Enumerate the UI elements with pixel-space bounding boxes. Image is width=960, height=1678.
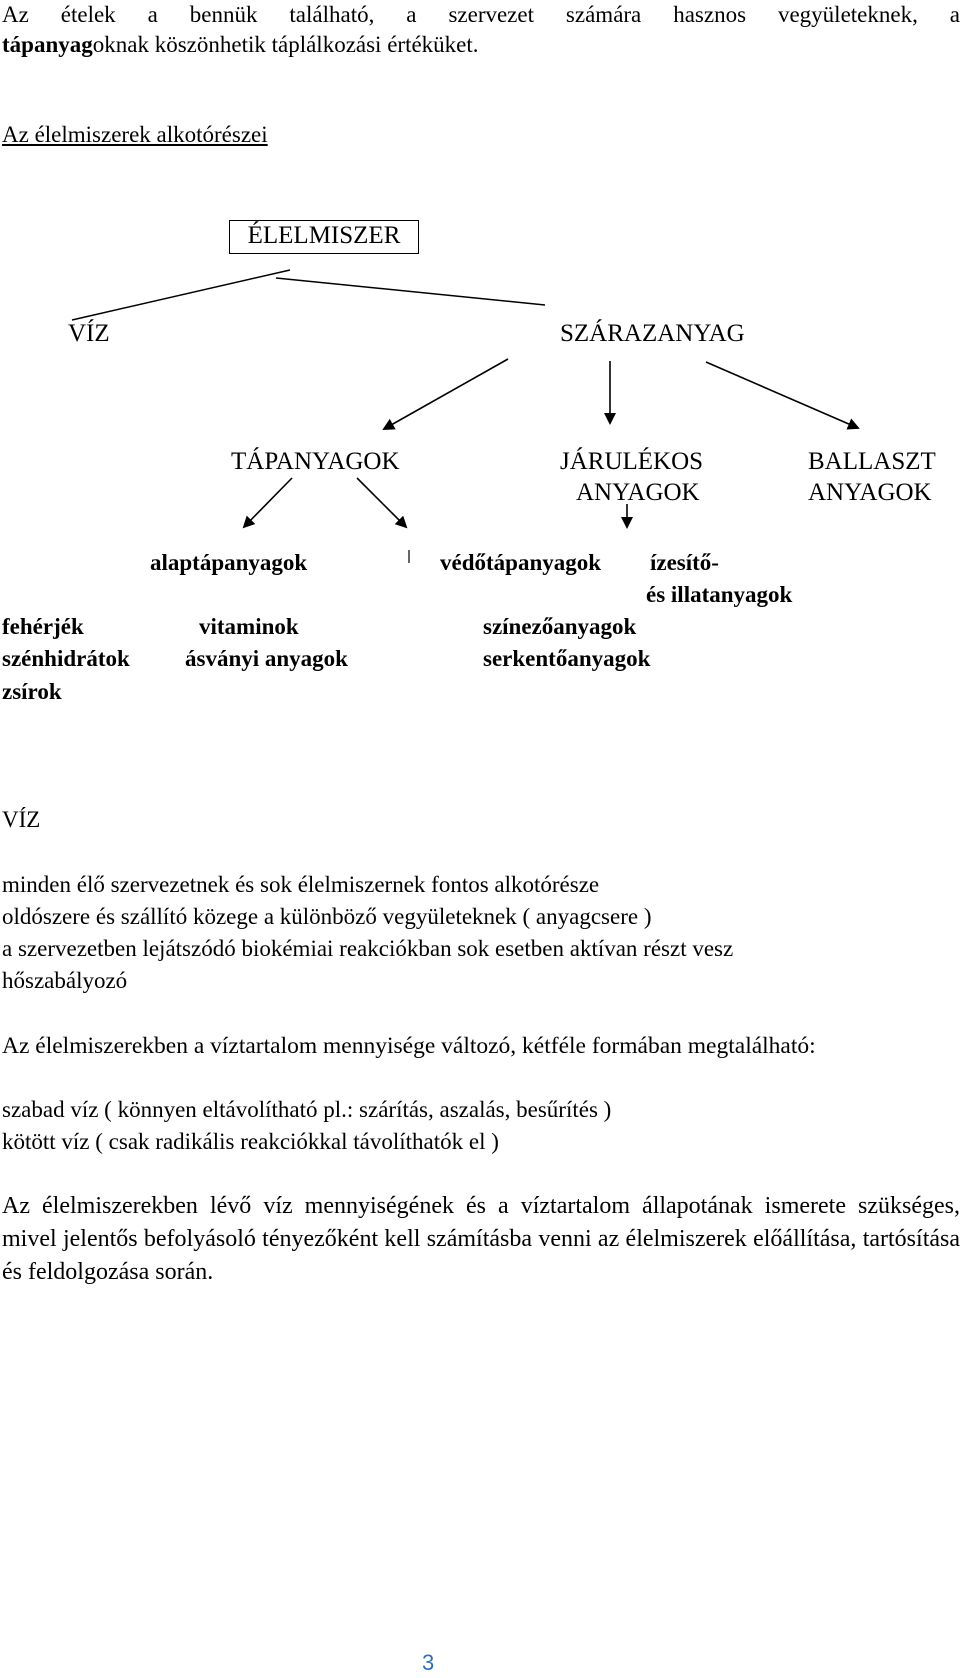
line-root-to-dry [276, 278, 545, 305]
arrow-to-protective [357, 478, 406, 527]
diagram-nutrients: TÁPANYAGOK [231, 448, 400, 475]
water-bullet: a szervezetben lejátszódó biokémiai reakciókban sok esetben aktívan részt vesz [2, 936, 734, 961]
arrow-to-nutrients [384, 359, 508, 429]
diagram-protective-nutrients: védőtápanyagok [440, 550, 602, 575]
water-bullet: hőszabályozó [2, 968, 128, 993]
diagram-fats: zsírok [2, 679, 62, 704]
water-closing-paragraph: Az élelmiszerekben lévő víz mennyiségének és a víztartalom állapotának ismerete szükséges, mivel jelentős befolyásoló tényezőként kell számításba venni az élelmiszerek előállítása, tartósítása és feldolgozása során. [2, 1193, 960, 1285]
intro-rest: oknak köszönhetik táplálkozási értéküket. [92, 32, 479, 57]
diagram-carbohydrates: szénhidrátok [2, 646, 130, 671]
arrow-to-ballast [706, 362, 858, 428]
diagram-dry-matter: SZÁRAZANYAG [560, 320, 745, 347]
diagram-connectors [0, 0, 960, 720]
diagram-proteins: fehérjék [2, 614, 84, 639]
diagram-flavor-2: és illatanyagok [646, 582, 793, 607]
diagram-colorants: színezőanyagok [483, 614, 637, 639]
line-root-to-water [72, 270, 290, 320]
page-number: 3 [422, 1650, 435, 1675]
diagram-root: ÉLELMISZER [247, 222, 401, 249]
section-title: Az élelmiszerek alkotórészei [2, 122, 268, 147]
diagram-ballast-1: BALLASZT [808, 448, 936, 475]
water-forms-intro: Az élelmiszerekben a víztartalom mennyisége változó, kétféle formában megtalálható: [2, 1033, 816, 1059]
diagram-ballast-2: ANYAGOK [808, 479, 932, 506]
arrow-to-basic [244, 478, 292, 527]
water-bullet: minden élő szervezetnek és sok élelmiszernek fontos alkotórésze [2, 872, 600, 897]
diagram-vitamins: vitaminok [199, 614, 299, 639]
intro-line-1: Az ételek a bennük található, a szervezet számára hasznos vegyületeknek, a [2, 2, 960, 27]
diagram-minerals: ásványi anyagok [185, 646, 348, 671]
water-bullet: oldószere és szállító közege a különböző vegyületeknek ( anyagcsere ) [2, 904, 652, 929]
diagram-basic-nutrients: alaptápanyagok [150, 550, 308, 575]
diagram-stimulants: serkentőanyagok [483, 646, 651, 671]
diagram-additives-1: JÁRULÉKOS [560, 448, 704, 475]
water-heading: VÍZ [2, 807, 41, 832]
intro-bold-term: tápanyag [2, 32, 93, 57]
diagram-additives-2: ANYAGOK [576, 479, 700, 506]
diagram-flavor-1: ízesítő- [650, 550, 719, 575]
water-form-item: kötött víz ( csak radikális reakciókkal távolíthatók el ) [2, 1129, 499, 1154]
water-form-item: szabad víz ( könnyen eltávolítható pl.: szárítás, aszalás, besűrítés ) [2, 1097, 612, 1122]
diagram-water: VÍZ [68, 320, 110, 347]
